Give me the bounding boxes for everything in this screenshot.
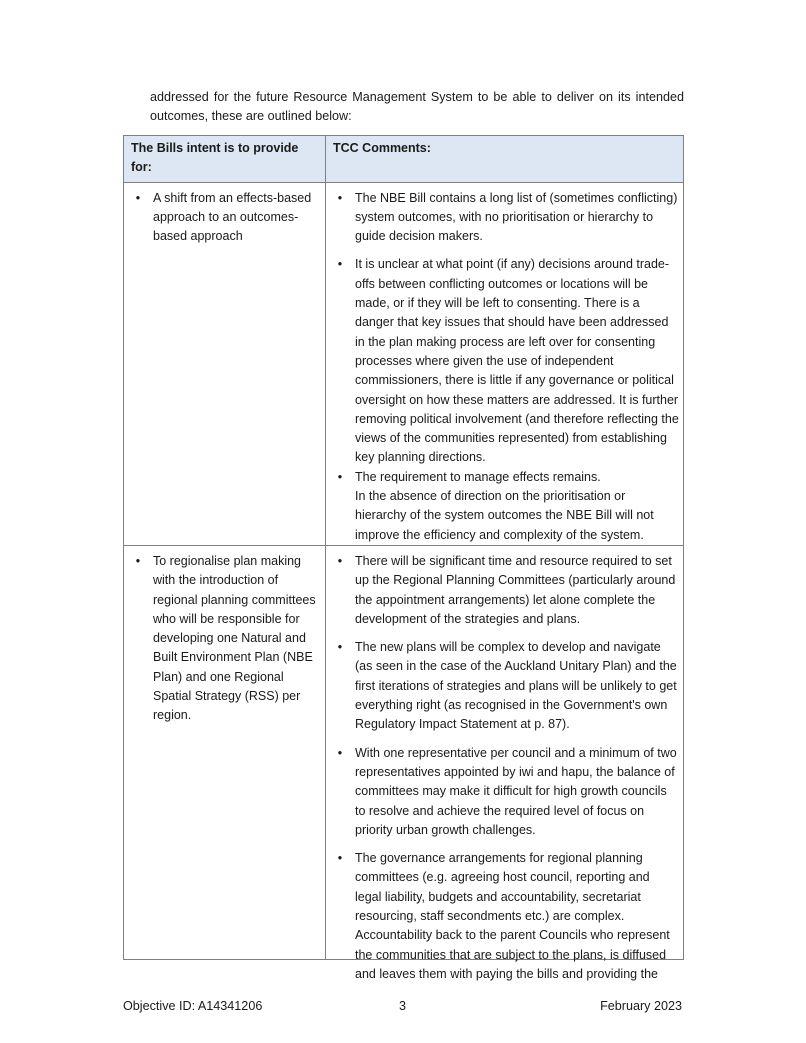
list-item xyxy=(128,189,321,247)
comment-text: There will be significant time and resource required to set up the Regional Planning Committees (particularly around the appointment arrangements) let alone complete the development of the strategies and plans. xyxy=(355,553,676,626)
list-item xyxy=(330,255,679,467)
comments-cell xyxy=(326,545,684,981)
bullet-icon: • xyxy=(337,190,343,205)
list-item xyxy=(330,552,679,629)
column-header-intent: The Bills intent is to provide for: xyxy=(124,136,326,183)
list-item xyxy=(330,189,679,247)
list-item xyxy=(330,468,679,545)
table-row xyxy=(124,545,684,959)
comment-text: The requirement to manage effects remains. xyxy=(355,469,601,484)
comment-text: The governance arrangements for regional planning committees (e.g. agreeing host council, reporting and legal liability, budgets and accountability, secretariat resourcing, staff secondments etc.) are complex. Accountability back to the parent Councils who represent the communities that are subject to the plans, is diffused and leaves them with paying the bills and providing the xyxy=(355,851,670,981)
list-item xyxy=(330,744,679,840)
list-item xyxy=(330,638,679,734)
bullet-icon: • xyxy=(135,553,141,568)
table-row xyxy=(124,182,684,545)
intent-text: To regionalise plan making with the introduction of regional planning committees who will be responsible for developing one Natural and Built Environment Plan (NBE Plan) and one Regional Spatial Strategy (RSS) per region. xyxy=(153,553,316,723)
list-item xyxy=(128,552,321,726)
footer-date: February 2023 xyxy=(600,999,682,1013)
intent-comments-table xyxy=(123,135,684,981)
comment-text: With one representative per council and a minimum of two representatives appointed by iwi and hapu, the balance of committees may make it difficult for high growth councils to resolve and achieve the required level of focus on priority urban growth challenges. xyxy=(355,745,677,837)
bullet-icon: • xyxy=(337,469,343,484)
bullet-icon: • xyxy=(337,745,343,760)
intro-paragraph: addressed for the future Resource Management System to be able to deliver on its intended outcomes, these are outlined below: xyxy=(150,90,684,123)
footer-objective-id: Objective ID: A14341206 xyxy=(123,999,263,1013)
bullet-icon: • xyxy=(337,553,343,568)
intent-text: A shift from an effects-based approach to an outcomes-based approach xyxy=(153,190,312,244)
bullet-icon: • xyxy=(337,851,343,866)
comments-cell xyxy=(326,182,684,545)
intent-cell xyxy=(124,545,326,959)
bullet-icon: • xyxy=(135,190,141,205)
table-header-row xyxy=(124,136,684,183)
comment-text: The new plans will be complex to develop and navigate (as seen in the case of the Auckland Unitary Plan) and the first iterations of strategies and plans will be unlikely to get everything right (as recognised in the Government's own Regulatory Impact Statement at p. 87). xyxy=(355,640,677,732)
comment-continuation-text: In the absence of direction on the prioritisation or hierarchy of the system outcomes the NBE Bill will not improve the efficiency and complexity of the system. xyxy=(355,489,654,542)
intent-cell xyxy=(124,182,326,545)
comment-text: It is unclear at what point (if any) decisions around trade-offs between conflicting outcomes or locations will be made, or if they will be left to consenting. There is a danger that key issues that should have been addressed in the plan making process are left over for consenting processes where given the use of independent commissioners, there is little if any governance or political oversight on how these matters are addressed. It is further removing political involvement (and therefore reflecting the views of the communities represented) from establishing key planning directions. xyxy=(355,257,679,465)
bullet-icon: • xyxy=(337,257,343,272)
list-item xyxy=(330,849,679,984)
column-header-comments: TCC Comments: xyxy=(326,136,684,183)
footer-page-number: 3 xyxy=(399,999,407,1013)
comment-text: The NBE Bill contains a long list of (sometimes conflicting) system outcomes, with no prioritisation or hierarchy to guide decision makers. xyxy=(355,190,678,244)
bullet-icon: • xyxy=(337,640,343,655)
